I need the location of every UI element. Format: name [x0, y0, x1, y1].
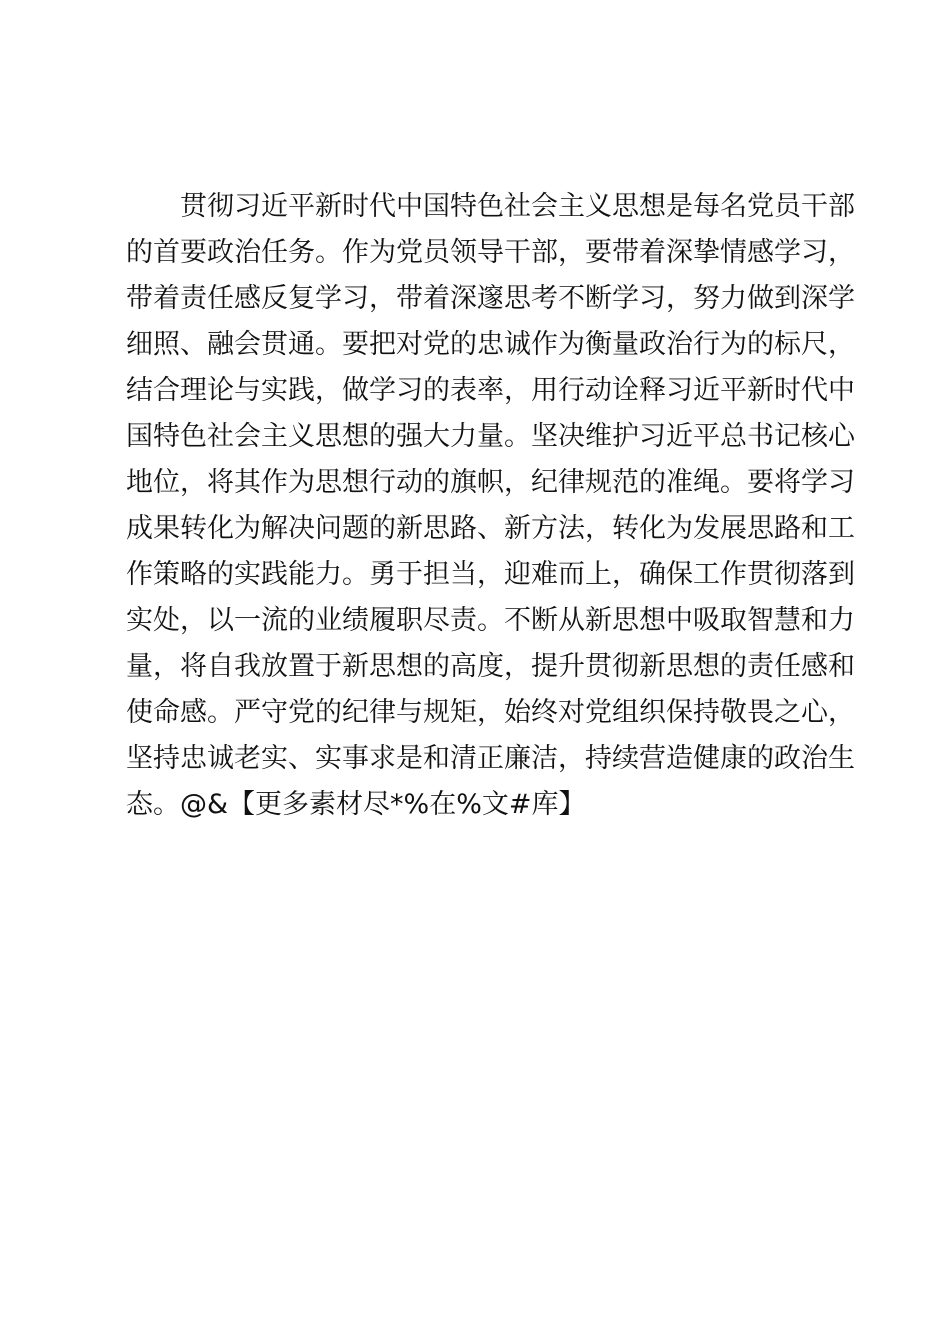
body-paragraph	[126, 184, 855, 828]
paragraph-line: 贯彻习近平新时代中国特色社会主义思想是每名党员干部	[180, 191, 855, 222]
paragraph-line: 细照、融会贯通。要把对党的忠诚作为衡量政治行为的标尺，	[126, 329, 855, 360]
paragraph-line: 的首要政治任务。作为党员领导干部，要带着深挚情感学习，	[126, 237, 855, 268]
paragraph-line: 使命感。严守党的纪律与规矩，始终对党组织保持敬畏之心，	[126, 697, 855, 728]
paragraph-line: 国特色社会主义思想的强大力量。坚决维护习近平总书记核心	[126, 421, 855, 452]
paragraph-line: 实处，以一流的业绩履职尽责。不断从新思想中吸取智慧和力	[126, 605, 855, 636]
paragraph-line: 坚持忠诚老实、实事求是和清正廉洁，持续营造健康的政治生	[126, 743, 855, 774]
paragraph-line: 作策略的实践能力。勇于担当，迎难而上，确保工作贯彻落到	[126, 559, 855, 590]
paragraph-line: 态。@&【更多素材尽*%在%文#库】	[126, 789, 586, 820]
paragraph-line: 量，将自我放置于新思想的高度，提升贯彻新思想的责任感和	[126, 651, 855, 682]
paragraph-line: 成果转化为解决问题的新思路、新方法，转化为发展思路和工	[126, 513, 855, 544]
paragraph-line: 带着责任感反复学习，带着深邃思考不断学习，努力做到深学	[126, 283, 855, 314]
paragraph-line: 结合理论与实践，做学习的表率，用行动诠释习近平新时代中	[126, 375, 855, 406]
paragraph-line: 地位，将其作为思想行动的旗帜，纪律规范的准绳。要将学习	[126, 467, 855, 498]
